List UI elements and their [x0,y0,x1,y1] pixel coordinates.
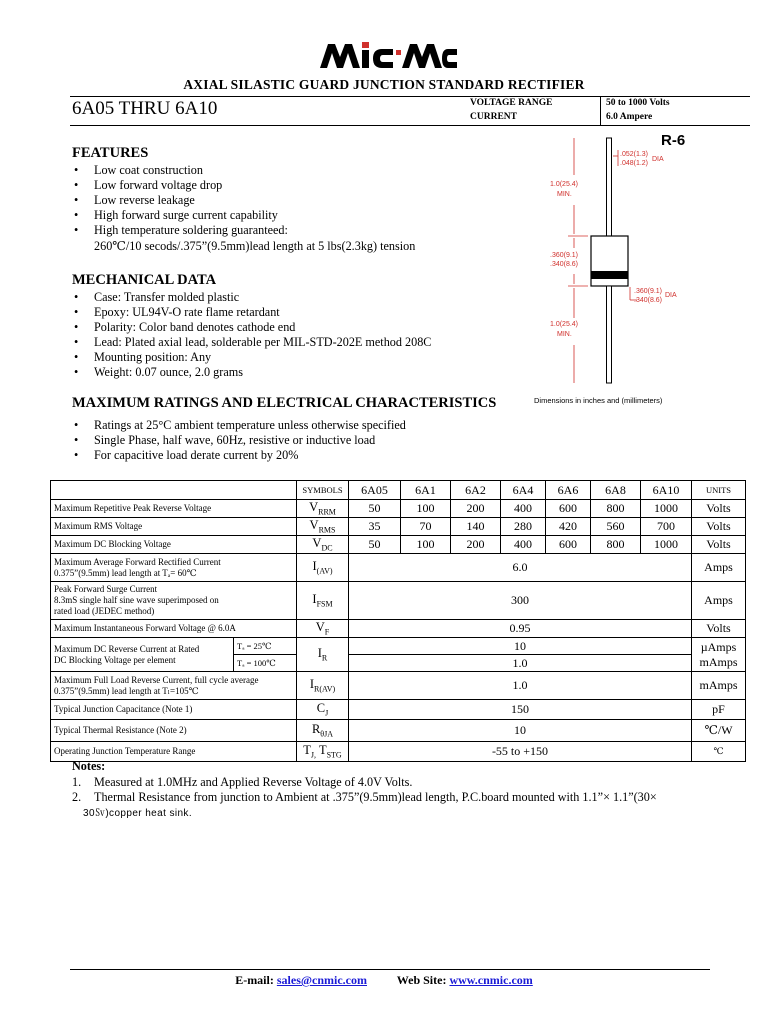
table-row [51,700,746,720]
body-diameter-label: DIA [665,292,677,299]
row-symbol: $I_{FSM}$ [297,582,349,620]
body-length-max: .360(9.1) [550,252,579,259]
current-label: CURRENT [470,112,517,122]
cell-value: 150 [349,700,692,720]
table-row [51,672,746,700]
footer [0,973,768,988]
cell-value: 1.0 [349,655,692,672]
row-unit: ℃ [692,742,746,762]
list-item: • Lead: Plated axial lead, solderable per MIL-STD-202E method 208C [72,335,431,350]
cell-value: 280 [501,518,546,536]
list-item: • Low coat construction [72,163,288,178]
table-header-units: UNITS [692,481,746,500]
mechanical-heading: MECHANICAL DATA [72,272,217,288]
table-row [51,518,746,536]
body-diameter-min: .340(8.6) [634,297,663,304]
feature-continuation: 260℃/10 secods/.375”(9.5mm)lead length at 5 lbs(2.3kg) tension [94,239,416,253]
row-description: Maximum Repetitive Peak Reverse Voltage [51,500,297,518]
website-link[interactable]: www.cnmic.com [449,973,533,987]
cell-value: 100 [401,536,451,554]
table-row [51,536,746,554]
row-unit: Volts [692,536,746,554]
note-2: 2. Thermal Resistance from junction to Ambient at .375”(9.5mm)lead length, P.C.board mounted with 1.1”× 1.1”(30× [72,790,657,804]
row-symbol: $C_J$ [297,700,349,720]
current-value: 6.0 Ampere [606,112,653,122]
title-rule [70,96,750,97]
lead-diameter-label: DIA [652,156,664,163]
row-unit: Volts [692,518,746,536]
cell-value: 35 [349,518,401,536]
part-number-range: 6A05 THRU 6A10 [72,98,218,119]
row-symbol: $T_{J,}$ $T_{STG}$ [297,742,349,762]
features-list [72,163,288,238]
list-item: • Epoxy: UL94V-O rate flame retardant [72,305,431,320]
row-condition: Tₐ = 100℃ [234,655,297,672]
cell-value: 200 [451,536,501,554]
cell-value: 600 [546,500,591,518]
cell-value: 600 [546,536,591,554]
list-item: • High temperature soldering guaranteed: [72,223,288,238]
mechanical-list [72,290,431,381]
list-item: • Case: Transfer molded plastic [72,290,431,305]
cell-value: -55 to +150 [349,742,692,762]
row-symbol: $I_R$ [297,638,349,672]
row-description: Maximum RMS Voltage [51,518,297,536]
cell-value: 400 [501,536,546,554]
row-symbol: $V_{RMS}$ [297,518,349,536]
body-length-min: .340(8.6) [550,261,579,268]
list-item: • Ratings at 25°C ambient temperature unless otherwise specified [72,418,406,433]
cell-value: 700 [641,518,692,536]
cell-value: 6.0 [349,554,692,582]
cell-value: 800 [591,536,641,554]
header-divider [600,97,601,125]
cell-value: 140 [451,518,501,536]
dimensions-note: Dimensions in inches and (millimeters) [534,396,663,405]
table-row [51,554,746,582]
table-header-model: 6A2 [451,481,501,500]
row-unit: mAmps [692,672,746,700]
lead-diameter-max: .052(1.3) [620,151,649,158]
cell-value: 50 [349,536,401,554]
row-unit: Amps [692,582,746,620]
top-lead-length: 1.0(25.4) [550,181,579,188]
cell-value: 70 [401,518,451,536]
row-unit: pF [692,700,746,720]
electrical-characteristics-table [50,480,746,762]
row-unit: Volts [692,620,746,638]
list-item: • Polarity: Color band denotes cathode end [72,320,431,335]
body-diameter-max: .360(9.1) [634,288,663,295]
ratings-heading: MAXIMUM RATINGS AND ELECTRICAL CHARACTERISTICS [72,395,497,411]
cell-value: 0.95 [349,620,692,638]
row-description: Maximum DC Blocking Voltage [51,536,297,554]
table-header-symbols: SYMBOLS [297,481,349,500]
row-description: Maximum Average Forward Rectified Current 0.375”(9.5mm) lead length at Tₐ= 60℃ [51,554,297,582]
list-item: • For capacitive load derate current by 20% [72,448,406,463]
table-row [51,720,746,742]
cell-value: 560 [591,518,641,536]
notes-section [72,759,657,821]
table-header-model: 6A1 [401,481,451,500]
table-header-model: 6A8 [591,481,641,500]
cell-value: 200 [451,500,501,518]
table-header-model: 6A4 [501,481,546,500]
table-row [51,500,746,518]
row-description: Typical Junction Capacitance (Note 1) [51,700,297,720]
lead-diameter-min: .048(1.2) [620,160,649,167]
row-symbol: $R_{\theta JA}$ [297,720,349,742]
document-title: AXIAL SILASTIC GUARD JUNCTION STANDARD RECTIFIER [183,77,585,92]
table-header-model: 6A6 [546,481,591,500]
row-description: Maximum Instantaneous Forward Voltage @ 6.0A [51,620,297,638]
row-symbol: $V_F$ [297,620,349,638]
cell-value: 1.0 [349,672,692,700]
row-unit: Volts [692,500,746,518]
voltage-range-value: 50 to 1000 Volts [606,98,670,108]
package-outline-drawing [530,130,750,390]
notes-title: Notes: [72,759,106,773]
row-description: Maximum Full Load Reverse Current, full cycle average 0.375”(9.5mm) lead length at Tₗ=105℃ [51,672,297,700]
row-symbol: $I_{R(AV)}$ [297,672,349,700]
row-condition: Tₐ = 25℃ [234,638,297,655]
cell-value: 10 [349,720,692,742]
cell-value: 1000 [641,500,692,518]
package-name: R-6 [661,132,686,149]
website-label: Web Site: [396,973,447,987]
ratings-list [72,418,406,463]
bottom-lead-length-min: MIN. [557,331,572,338]
cell-value: 300 [349,582,692,620]
cell-value: 50 [349,500,401,518]
company-logo [318,40,458,70]
row-symbol: $V_{RRM}$ [297,500,349,518]
list-item: • Single Phase, half wave, 60Hz, resistive or inductive load [72,433,406,448]
email-label: E-mail: [235,973,274,987]
row-unit: ℃/W [692,720,746,742]
list-item: • Low forward voltage drop [72,178,288,193]
features-heading: FEATURES [72,145,149,161]
table-header-model: 6A10 [641,481,692,500]
cell-value: 10 [349,638,692,655]
cell-value: 800 [591,500,641,518]
table-header-description [51,481,297,500]
row-description: Typical Thermal Resistance (Note 2) [51,720,297,742]
table-header-row [51,481,746,500]
row-unit: µAmps mAmps [692,638,746,672]
list-item: • Low reverse leakage [72,193,288,208]
row-description: Operating Junction Temperature Range [51,742,297,762]
cell-value: 400 [501,500,546,518]
row-symbol: $V_{DC}$ [297,536,349,554]
cell-value: 100 [401,500,451,518]
cell-value: 420 [546,518,591,536]
table-row [51,620,746,638]
row-description: Maximum DC Reverse Current at Rated DC Blocking Voltage per element [51,638,234,672]
header-rule [70,125,750,126]
row-unit: Amps [692,554,746,582]
table-row [51,638,746,655]
list-item: • High forward surge current capability [72,208,288,223]
voltage-range-label: VOLTAGE RANGE [470,98,553,108]
note-2-continuation: 30㏜)copper heat sink. [83,807,193,819]
cell-value: 1000 [641,536,692,554]
row-description: Peak Forward Surge Current 8.3mS single half sine wave superimposed on rated load (JEDEC method) [51,582,297,620]
list-item: • Mounting position: Any [72,350,431,365]
email-link[interactable]: sales@cnmic.com [276,973,367,987]
table-header-model: 6A05 [349,481,401,500]
row-symbol: $I_{(AV)}$ [297,554,349,582]
note-1: 1. Measured at 1.0MHz and Applied Reverse Voltage of 4.0V Volts. [72,774,413,789]
bottom-lead-length: 1.0(25.4) [550,321,579,328]
table-row [51,582,746,620]
footer-rule [70,969,710,970]
top-lead-length-min: MIN. [557,191,572,198]
list-item: • Weight: 0.07 ounce, 2.0 grams [72,365,431,380]
